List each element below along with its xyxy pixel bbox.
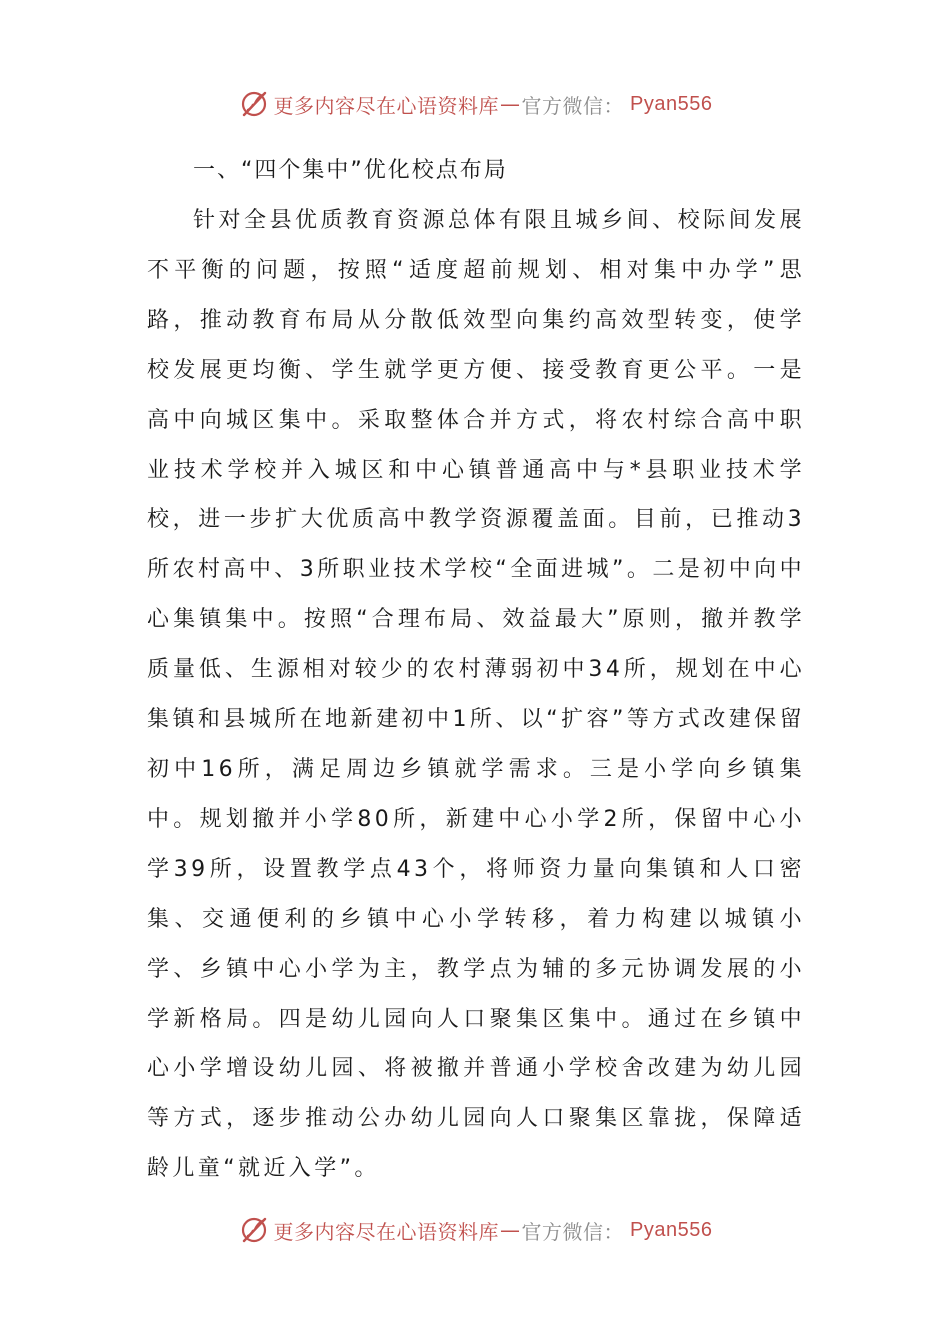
banner-site-text: 更多内容尽在心语资料库 xyxy=(273,1219,500,1244)
section-paragraph: 针对全县优质教育资源总体有限且城乡间、校际间发展不平衡的问题，按照“适度超前规划、相对集中办学”思路，推动教育布局从分散低效型向集约高效型转变，使学校发展更均衡、学生就学更方便、接受教育更公平。一是高中向城区集中。采取整体合并方式，将农村综合高中职业技术学校并入城区和中心镇普通高中与*县职业技术学校，进一步扩大优质高中教学资源覆盖面。目前，已推动3所农村高中、3所职业技术学校“全面进城”。二是初中向中心集镇集中。按照“合理布局、效益最大”原则，撤并教学质量低、生源相对较少的农村薄弱初中34所，规划在中心集镇和县城所在地新建初中1所、以“扩容”等方式改建保留初中16所，满足周边乡镇就学需求。三是小学向乡镇集中。规划撤并小学80所，新建中心小学2所，保留中心小学39所，设置教学点43个，将师资力量向集镇和人口密集、交通便利的乡镇中心小学转移，着力构建以城镇小学、乡镇中心小学为主，教学点为辅的多元协调发展的小学新格局。四是幼儿园向人口聚集区集中。通过在乡镇中心小学增设幼儿园、将被撤并普通小学校舍改建为幼儿园等方式，逐步推动公办幼儿园向人口聚集区靠拢，保障适龄儿童“就近入学”。 xyxy=(147,208,805,1182)
section-heading: 一、“四个集中”优化校点布局 xyxy=(193,158,508,183)
document-body xyxy=(147,146,805,1194)
quill-pen-logo-icon xyxy=(238,88,270,120)
banner-dash: — xyxy=(500,92,521,116)
banner-site-text: 更多内容尽在心语资料库 xyxy=(273,93,500,118)
quill-pen-logo-icon xyxy=(238,1214,270,1246)
banner-wechat-label: 官方微信： xyxy=(521,93,625,118)
footer-banner xyxy=(0,1210,950,1250)
banner-dash: — xyxy=(500,1218,521,1242)
header-banner xyxy=(0,84,950,124)
banner-wechat-id: Pyan556 xyxy=(630,92,713,115)
banner-wechat-id: Pyan556 xyxy=(630,1218,713,1241)
banner-wechat-label: 官方微信： xyxy=(521,1219,625,1244)
